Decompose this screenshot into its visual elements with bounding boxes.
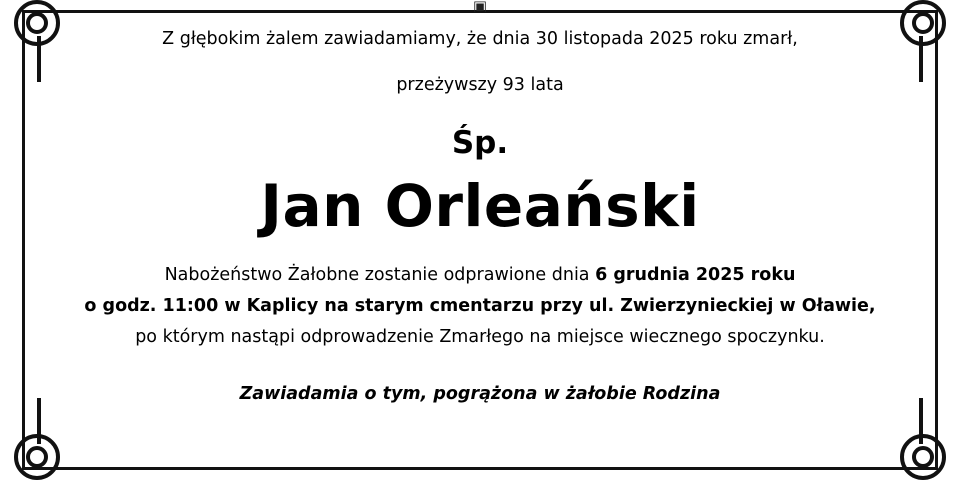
ornament-glyph-icon: ▣ <box>472 0 488 12</box>
service-line-1-prefix: Nabożeństwo Żałobne zostanie odprawione dnia <box>164 265 596 285</box>
flourish-stroke-vertical <box>37 398 41 444</box>
flourish-ring-inner <box>912 12 934 34</box>
announcement-line-2: przeżywszy 93 lata <box>396 75 564 95</box>
flourish-ring-inner <box>26 12 48 34</box>
service-date: 6 grudnia 2025 roku <box>595 265 796 285</box>
deceased-name: Jan Orleański <box>260 172 700 240</box>
service-time-and-place: o godz. 11:00 w Kaplicy na starym cmentarzu przy ul. Zwierzynieckiej w Oławie, <box>84 296 876 316</box>
announcement-line-1: Z głębokim żalem zawiadamiamy, że dnia 30 listopada 2025 roku zmarł, <box>162 29 798 49</box>
flourish-stroke-vertical <box>919 36 923 82</box>
service-line-1 <box>60 264 900 287</box>
service-line-3: po którym nastąpi odprowadzenie Zmarłego na miejsce wiecznego spoczynku. <box>135 327 825 347</box>
service-line-2 <box>60 295 900 318</box>
flourish-ring-inner <box>26 446 48 468</box>
honorific-label: Śp. <box>451 125 509 161</box>
notice-content <box>60 0 900 480</box>
flourish-stroke-vertical <box>37 36 41 82</box>
flourish-stroke-vertical <box>919 398 923 444</box>
signature-line: Zawiadamia o tym, pogrążona w żałobie Rodzina <box>239 384 721 404</box>
flourish-ring-inner <box>912 446 934 468</box>
service-details <box>60 264 900 349</box>
